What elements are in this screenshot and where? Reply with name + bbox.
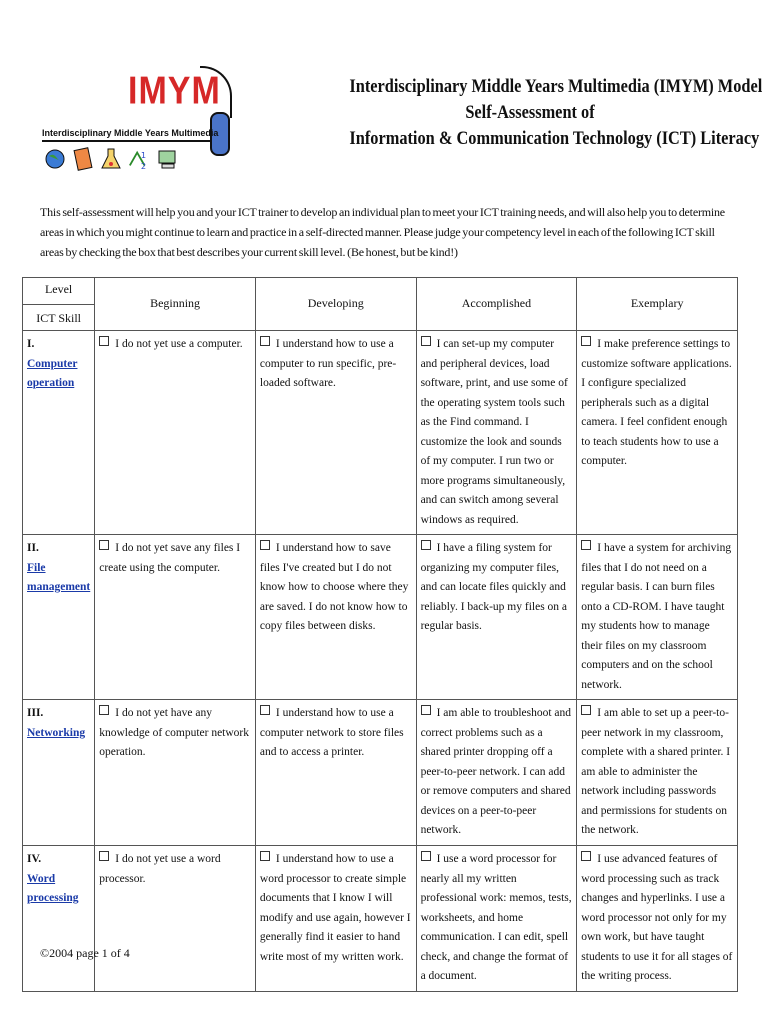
rubric-text: I make preference settings to customize software applications. I configure specialized peripherals such as a digital camera. I feel confident enough to teach students how to use a computer. — [581, 338, 732, 467]
rubric-cell[interactable] — [95, 846, 256, 992]
rubric-text: I do not yet use a computer. — [115, 338, 243, 350]
rubric-cell[interactable] — [416, 331, 577, 535]
column-header-beginning: Beginning — [95, 278, 256, 331]
column-header-developing: Developing — [255, 278, 416, 331]
skill-link-word-processing[interactable]: Word processing — [27, 872, 79, 904]
table-row — [23, 846, 738, 992]
rubric-cell[interactable] — [95, 700, 256, 846]
rubric-cell[interactable] — [577, 700, 738, 846]
checkbox[interactable] — [421, 705, 431, 715]
checkbox[interactable] — [260, 851, 270, 861]
rubric-cell[interactable] — [255, 331, 416, 535]
checkbox[interactable] — [260, 705, 270, 715]
rubric-text: I have a system for archiving files that I do not need on a regular basis. I can burn files onto a CD-ROM. I have taught my students how to manage their files on my classroom computers and on the school network. — [581, 542, 732, 691]
rubric-text: I am able to troubleshoot and correct problems such as a shared printer dropping off a peer-to-peer network. I can add or remove computers and shared devices on a peer-to-peer network. — [420, 707, 572, 836]
skill-numeral: II. — [27, 542, 39, 554]
rubric-cell[interactable] — [255, 535, 416, 700]
rubric-text: I have a filing system for organizing my computer files, and can locate files quickly and reliably. I back-up my files on a regular basis. — [420, 542, 568, 632]
rubric-cell[interactable] — [577, 846, 738, 992]
page-footer: ©2004 page 1 of 4 — [40, 946, 130, 960]
checkbox[interactable] — [581, 336, 591, 346]
page-subtitle-1: Self-Assessment of — [465, 102, 595, 123]
skill-cell — [23, 846, 95, 992]
skill-link-networking[interactable]: Networking — [27, 726, 86, 739]
skill-cell — [23, 331, 95, 535]
checkbox[interactable] — [99, 851, 109, 861]
checkbox[interactable] — [421, 336, 431, 346]
svg-text:1: 1 — [140, 150, 147, 161]
logo-icons — [44, 146, 178, 172]
globe-icon — [44, 146, 66, 172]
logo-subtitle: Interdisciplinary Middle Years Multimedia — [42, 128, 219, 138]
checkbox[interactable] — [260, 540, 270, 550]
level-skill-header — [23, 278, 95, 331]
logo-underline — [42, 140, 210, 142]
skill-label: ICT Skill — [23, 304, 94, 329]
table-header-row — [23, 278, 738, 331]
book-icon — [72, 146, 94, 172]
table-row — [23, 700, 738, 846]
svg-text:2: 2 — [140, 161, 147, 172]
rubric-text: I use a word processor for nearly all my written professional work: memos, tests, worksheets, and home communication. I can edit, spell check, and change the format of a document. — [420, 853, 572, 982]
rubric-cell[interactable] — [577, 535, 738, 700]
rubric-cell[interactable] — [577, 331, 738, 535]
rubric-text: I do not yet use a word processor. — [99, 853, 221, 885]
checkbox[interactable] — [421, 540, 431, 550]
intro-paragraph: This self-assessment will help you and your ICT trainer to develop an individual plan to meet your ICT training needs, and will also help you to determine areas in which you might continue to learn and practice in a self-directed manner. Please judge your competency level in each of the following ICT skill areas by checking the box that best describes your current skill level. (Be honest, but be kind!) — [40, 205, 725, 259]
rubric-text: I am able to set up a peer-to-peer network in my classroom, complete with a shared printer. I am able to administer the network including passwords and permissions for students on the network. — [581, 707, 731, 836]
skill-numeral: I. — [27, 338, 35, 350]
column-header-accomplished: Accomplished — [416, 278, 577, 331]
skill-cell — [23, 700, 95, 846]
flask-icon — [100, 146, 122, 172]
rubric-text: I do not yet have any knowledge of computer network operation. — [99, 707, 250, 758]
level-label: Level — [44, 282, 73, 296]
rubric-cell[interactable] — [416, 846, 577, 992]
skill-cell — [23, 535, 95, 700]
assessment-table — [22, 277, 738, 992]
rubric-text: I understand how to use a computer network to store files and to access a printer. — [259, 707, 404, 758]
rubric-cell[interactable] — [416, 535, 577, 700]
table-row — [23, 331, 738, 535]
table-row — [23, 535, 738, 700]
math-icon — [128, 146, 150, 172]
checkbox[interactable] — [581, 705, 591, 715]
checkbox[interactable] — [99, 540, 109, 550]
checkbox[interactable] — [581, 540, 591, 550]
checkbox[interactable] — [581, 851, 591, 861]
computer-icon — [156, 146, 178, 172]
rubric-text: I use advanced features of word processing such as track changes and hyperlinks. I use a word processor not only for my own work, but have taught students to use it for all stages of the writing process. — [581, 853, 733, 982]
logo-acronym: IMYM — [128, 69, 221, 113]
rubric-cell[interactable] — [95, 535, 256, 700]
rubric-text: I understand how to use a computer to run specific, pre-loaded software. — [259, 338, 397, 389]
checkbox[interactable] — [260, 336, 270, 346]
rubric-text: I understand how to save files I've created but I do not know how to choose where they are saved. I do not know how to copy files between disks. — [259, 542, 409, 632]
rubric-text: I understand how to use a word processor to create simple documents that I know I will modify and use again, however I generally find it easier to hand write most of my written work. — [259, 853, 411, 963]
checkbox[interactable] — [99, 705, 109, 715]
checkbox[interactable] — [421, 851, 431, 861]
title-block — [320, 76, 763, 150]
column-header-exemplary: Exemplary — [577, 278, 738, 331]
rubric-cell[interactable] — [255, 846, 416, 992]
skill-link-file-management[interactable]: File management — [27, 561, 91, 593]
skill-link-computer-operation[interactable]: Computer operation — [27, 357, 78, 389]
page-title: Interdisciplinary Middle Years Multimedia (IMYM) Model — [349, 76, 763, 97]
page-subtitle-2: Information & Communication Technology (ICT) Literacy — [349, 128, 760, 149]
rubric-text: I do not yet save any files I create using the computer. — [99, 542, 241, 574]
rubric-text: I can set-up my computer and peripheral devices, load software, print, and use some of the operating system tools such as the Find command. I customize the look and sounds of my computer. I run two or more programs simultaneously, and can switch among several windows as required. — [420, 338, 568, 526]
rubric-cell[interactable] — [95, 331, 256, 535]
rubric-cell[interactable] — [416, 700, 577, 846]
checkbox[interactable] — [99, 336, 109, 346]
skill-numeral: IV. — [27, 853, 42, 865]
rubric-cell[interactable] — [255, 700, 416, 846]
skill-numeral: III. — [27, 707, 44, 719]
